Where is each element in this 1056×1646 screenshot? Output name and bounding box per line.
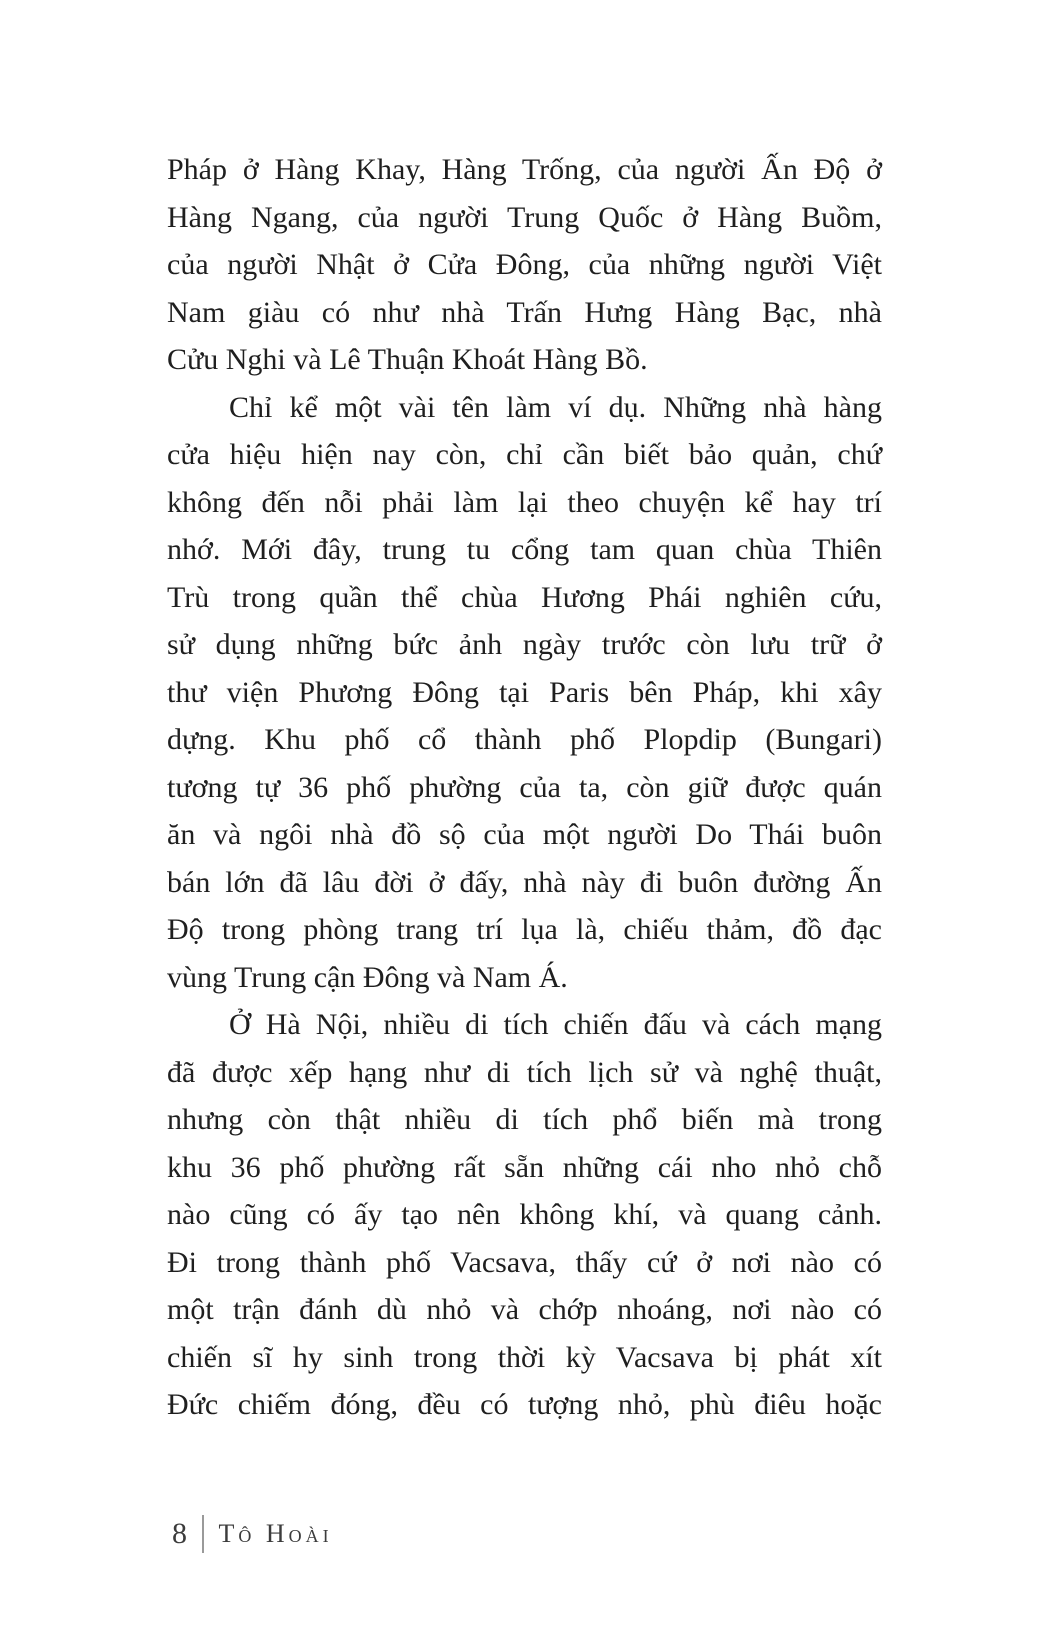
footer-divider (202, 1515, 204, 1553)
page-footer (172, 1512, 333, 1556)
text-line: khu 36 phố phường rất sẵn những cái nho nhỏ chỗ (167, 1150, 882, 1184)
author-name: Tô Hoài (218, 1519, 333, 1548)
text-line: thư viện Phương Đông tại Paris bên Pháp, khi xây (167, 675, 882, 709)
text-line: Hàng Ngang, của người Trung Quốc ở Hàng Buồm, (167, 200, 882, 234)
text-line: một trận đánh dù nhỏ và chớp nhoáng, nơi nào có (167, 1293, 882, 1326)
text-line: cửa hiệu hiện nay còn, chỉ cần biết bảo quản, chứ (167, 438, 882, 471)
text-line: tương tự 36 phố phường của ta, còn giữ được quán (167, 770, 882, 804)
text-line: Nam giàu có như nhà Trấn Hưng Hàng Bạc, nhà (167, 295, 882, 329)
text-line: Cửu Nghi và Lê Thuận Khoát Hàng Bồ. (167, 343, 648, 376)
text-line: không đến nỗi phải làm lại theo chuyện kể hay trí (167, 485, 882, 519)
text-line: vùng Trung cận Đông và Nam Á. (167, 960, 568, 994)
text-line: bán lớn đã lâu đời ở đấy, nhà này đi buôn đường Ấn (167, 865, 882, 899)
text-line: Ở Hà Nội, nhiều di tích chiến đấu và cách mạng (229, 1008, 882, 1041)
text-line: chiến sĩ hy sinh trong thời kỳ Vacsava bị phát xít (167, 1340, 882, 1374)
text-line: Đức chiếm đóng, đều có tượng nhỏ, phù điêu hoặc (167, 1388, 882, 1421)
paragraph-1 (167, 146, 882, 384)
text-line: Độ trong phòng trang trí lụa là, chiếu thảm, đồ đạc (167, 913, 882, 946)
text-line: Pháp ở Hàng Khay, Hàng Trống, của người Ấn Độ ở (167, 153, 882, 186)
text-line: nhớ. Mới đây, trung tu cổng tam quan chùa Thiên (167, 533, 882, 566)
text-line: ăn và ngôi nhà đồ sộ của một người Do Thái buôn (167, 818, 882, 851)
text-line: dựng. Khu phố cổ thành phố Plopdip (Bungari) (167, 723, 882, 756)
text-line: Đi trong thành phố Vacsava, thấy cứ ở nơi nào có (167, 1245, 882, 1279)
text-line: sử dụng những bức ảnh ngày trước còn lưu trữ ở (167, 628, 882, 661)
page-text (167, 146, 882, 1429)
paragraph-2 (167, 384, 882, 1002)
text-line: Trù trong quần thể chùa Hương Phái nghiên cứu, (167, 580, 882, 614)
text-line: của người Nhật ở Cửa Đông, của những người Việt (167, 248, 882, 281)
text-line: đã được xếp hạng như di tích lịch sử và nghệ thuật, (167, 1055, 882, 1089)
text-line: nào cũng có ấy tạo nên không khí, và quang cảnh. (167, 1198, 882, 1231)
text-line: Chỉ kể một vài tên làm ví dụ. Những nhà hàng (229, 390, 882, 424)
text-line: nhưng còn thật nhiều di tích phổ biến mà trong (167, 1103, 882, 1136)
page-number: 8 (172, 1517, 187, 1550)
paragraph-3 (167, 1001, 882, 1429)
